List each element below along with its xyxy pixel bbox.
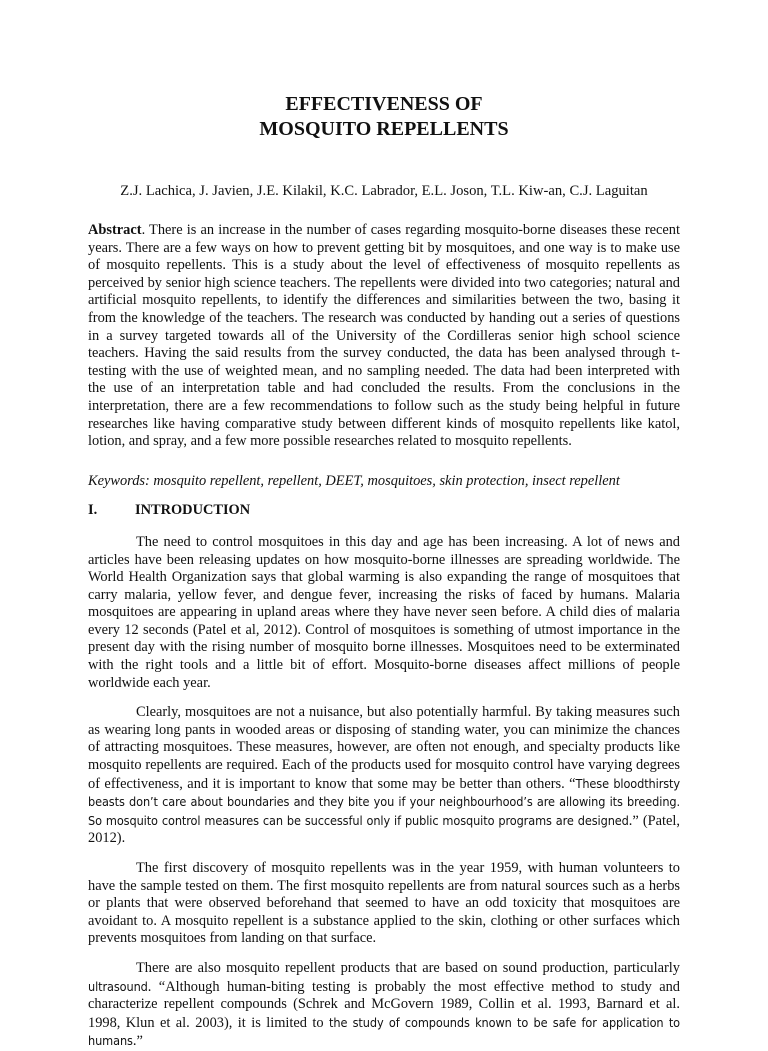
intro-paragraph-4 xyxy=(88,960,680,1051)
author-list: Z.J. Lachica, J. Javien, J.E. Kilakil, K.C. Labrador, E.L. Joson, T.L. Kiw-an, C.J. Laguitan xyxy=(120,183,648,199)
intro-paragraph-3: The first discovery of mosquito repellents was in the year 1959, with human volunteers to have the sample tested on them. The first mosquito repellents are from natural sources such as a herbs or plants that were observed beforehand that seemed to have an odd toxicity that mosquitoes are avoidant to. A mosquito repellent is a substance applied to the skin, clothing or other surfaces which prevents mosquitoes from landing on that surface. xyxy=(88,860,680,947)
paragraph-4-end: .” xyxy=(132,1033,143,1050)
abstract-paragraph xyxy=(88,222,680,451)
section-title: INTRODUCTION xyxy=(135,502,251,519)
section-number: I. xyxy=(88,502,98,519)
title-line-1: EFFECTIVENESS OF xyxy=(285,93,483,115)
paragraph-2-citation: .” (Patel, 2012). xyxy=(88,812,681,847)
paragraph-2-quote: These bloodthirsty beasts don’t care about boundaries and they bite you if your neighbourhood’s are allowing its breeding. So mosquito control measures can be successful only if public mosquito programs are designed xyxy=(88,775,680,828)
section-heading xyxy=(88,502,680,520)
paragraph-4-quote: the study of compounds known to be safe for application to humans xyxy=(88,1014,680,1049)
title-line-2: MOSQUITO REPELLENTS xyxy=(259,118,509,140)
paper-title xyxy=(88,92,680,142)
paragraph-4-text-c: . “Although human-biting testing is probably the most effective method to study and characterize repellent compounds (Schrek and McGovern 1989, Collin et al. 1993, Barnard et al. 1998, Klun et al. 2003), it is limited to xyxy=(88,978,680,1031)
intro-paragraph-1: The need to control mosquitoes in this day and age has been increasing. A lot of news and articles have been releasing updates on how mosquito-borne illnesses are spreading worldwide. The World Health Organization says that global warming is also expanding the range of mosquitoes that carry malaria, yellow fever, and dengue fever, increasing the risks of faced by humans. Malaria mosquitoes are appearing in upland areas where they have never seen before. A child dies of malaria every 12 seconds (Patel et al, 2012). Control of mosquitoes is something of utmost importance in the present day with the rising number of mosquito borne illnesses. Mosquitoes need to be exterminated with the right tools and a little bit of effort. Mosquito-borne diseases affect millions of people worldwide each year. xyxy=(88,533,680,691)
paragraph-4-text-a: There are also mosquito repellent products that are based on sound production, particularly xyxy=(136,959,680,976)
abstract-label: Abstract xyxy=(88,222,142,238)
intro-paragraph-2 xyxy=(88,704,680,848)
paragraph-2-text: Clearly, mosquitoes are not a nuisance, but also potentially harmful. By taking measures such as wearing long pants in wooded areas or disposing of standing water, you can minimize the chances of attracting mosquitoes. These measures, however, are often not enough, and specialty products like mosquito repellents are required. Each of the products used for mosquito control have varying degrees of effectiveness, and it is important to know that some may be better than others. “ xyxy=(88,704,680,792)
paragraph-4-ultrasound: ultrasound xyxy=(88,978,148,994)
keywords-line: Keywords: mosquito repellent, repellent, DEET, mosquitoes, skin protection, insect repellent xyxy=(88,472,620,489)
abstract-text: . There is an increase in the number of cases regarding mosquito-borne diseases these recent years. There are a few ways on how to prevent getting bit by mosquitoes, and one way is to make use of mosquito repellents. This is a study about the level of effectiveness of mosquito repellents as perceived by senior high science teachers. The repellents were divided into two categories; natural and artificial mosquito repellents, to identify the differences and similarities between the two, basing it from the knowledge of the teachers. The research was conducted by handing out a series of questions in a survey targeted towards all of the University of the Cordilleras senior high school science teachers. Having the said results from the survey conducted, the data has been analysed through t-testing with the use of weighted mean, and no sampling needed. The data had been interpreted with the use of an interpretation table and had concluded the results. From the conclusions in the interpretation, there are a few recommendations to follow such as the study being helpful in future researches like having comparative study between different kinds of mosquito repellents like katol, lotion, and spray, and a few more possible researches related to mosquito repellents. xyxy=(88,222,680,450)
